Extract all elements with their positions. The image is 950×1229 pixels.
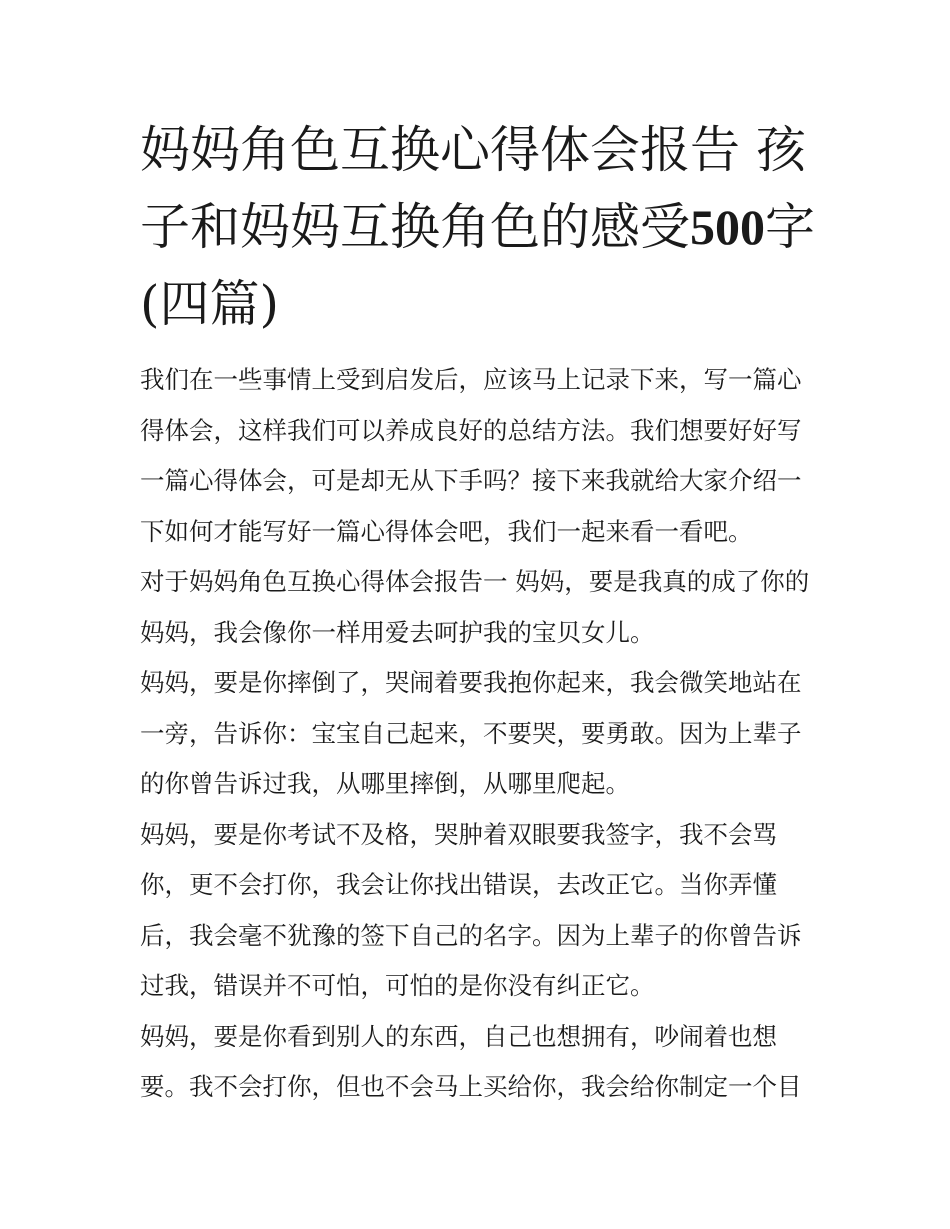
- paragraph-exam-failure: 妈妈，要是你考试不及格，哭肿着双眼要我签字，我不会骂你，更不会打你，我会让你找出错误，去改正它。当你弄懂后，我会毫不犹豫的签下自己的名字。因为上辈子的你曾告诉过我，错误并不可怕，可怕的是你没有纠正它。: [140, 819, 802, 1000]
- title-number: 500: [690, 199, 765, 255]
- document-title: [140, 112, 830, 343]
- paragraph-fall-down: 妈妈，要是你摔倒了，哭闹着要我抱你起来，我会微笑地站在一旁，告诉你：宝宝自己起来，不要哭，要勇敢。因为上辈子的你曾告诉过我，从哪里摔倒，从哪里爬起。: [140, 668, 802, 798]
- title-text-part1: 妈妈角色互换心得体会报告 孩子和妈妈互换角色的感受: [140, 121, 806, 256]
- document-body: [140, 355, 812, 1113]
- title-text-part2: 字(四篇): [140, 198, 815, 333]
- paragraph-intro: 我们在一些事情上受到启发后，应该马上记录下来，写一篇心得体会，这样我们可以养成良好的总结方法。我们想要好好写一篇心得体会，可是却无从下手吗？接下来我就给大家介绍一下如何才能写好一篇心得体会吧，我们一起来看一看吧。: [140, 365, 802, 546]
- paragraph-wanting-things: 妈妈，要是你看到别人的东西，自己也想拥有，吵闹着也想要。我不会打你，但也不会马上买给你，我会给你制定一个目: [140, 1021, 802, 1101]
- paragraph-report-one-opening: 对于妈妈角色互换心得体会报告一 妈妈，要是我真的成了你的妈妈，我会像你一样用爱去呵护我的宝贝女儿。: [140, 567, 810, 647]
